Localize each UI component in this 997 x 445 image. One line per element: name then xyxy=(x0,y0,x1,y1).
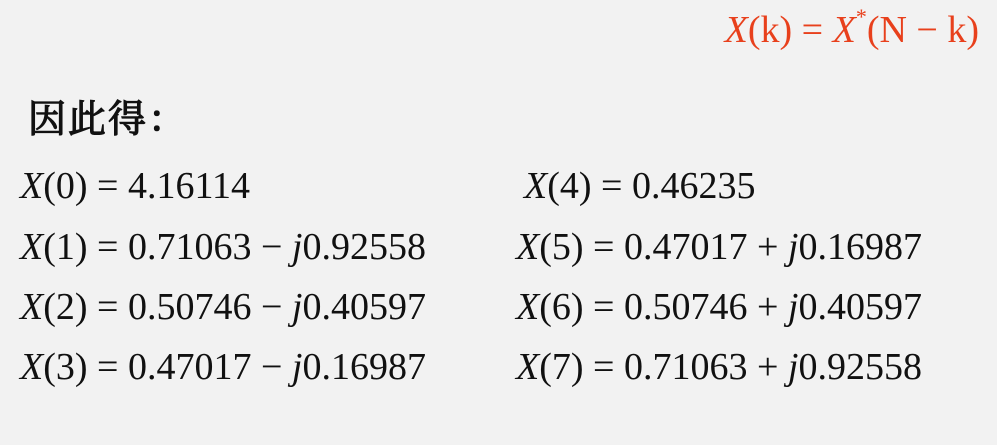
eq-index: (4) xyxy=(547,165,592,207)
eq-equals: = xyxy=(87,165,128,207)
equation-x0 xyxy=(20,164,250,208)
eq-imag-unit: j xyxy=(787,346,799,388)
eq-real-part: 0.50746 xyxy=(127,286,252,328)
eq-imag-unit: j xyxy=(787,286,799,328)
equation-x2 xyxy=(20,285,426,329)
eq-sign: − xyxy=(251,346,292,388)
eq-index: (6) xyxy=(539,286,584,328)
eq-real-part: 0.50746 xyxy=(623,286,748,328)
eq-equals: = xyxy=(583,226,624,268)
eq-imag-part: 0.92558 xyxy=(798,346,922,388)
eq-sign: − xyxy=(251,286,292,328)
equation-x6 xyxy=(516,285,922,329)
eq-imag-unit: j xyxy=(787,226,799,268)
eq-imag-unit: j xyxy=(291,286,303,328)
formula-conjugate-star: * xyxy=(855,4,867,29)
eq-index: (1) xyxy=(43,226,88,268)
eq-index: (5) xyxy=(539,226,584,268)
eq-imag-unit: j xyxy=(291,346,303,388)
heading-therefore: 因此得： xyxy=(28,97,189,141)
eq-equals: = xyxy=(583,346,624,388)
eq-label: X xyxy=(20,165,44,207)
eq-equals: = xyxy=(87,346,128,388)
eq-index: (7) xyxy=(539,346,584,388)
eq-imag-part: 0.40597 xyxy=(302,286,426,328)
equation-x4 xyxy=(524,164,755,208)
equation-x3 xyxy=(20,345,426,389)
eq-sign: + xyxy=(747,226,788,268)
eq-sign: + xyxy=(747,346,788,388)
eq-equals: = xyxy=(583,286,624,328)
eq-index: (0) xyxy=(43,165,88,207)
eq-real-part: 0.71063 xyxy=(623,346,748,388)
eq-label: X xyxy=(20,346,44,388)
eq-label: X xyxy=(20,286,44,328)
eq-equals: = xyxy=(591,165,632,207)
eq-index: (2) xyxy=(43,286,88,328)
eq-imag-part: 0.40597 xyxy=(798,286,922,328)
eq-sign: + xyxy=(747,286,788,328)
equation-x1 xyxy=(20,225,426,269)
eq-real-part: 0.47017 xyxy=(623,226,748,268)
eq-real-part: 0.47017 xyxy=(127,346,252,388)
symmetry-formula xyxy=(724,4,979,52)
eq-label: X xyxy=(516,286,540,328)
eq-real-part: 0.71063 xyxy=(127,226,252,268)
eq-imag-part: 0.16987 xyxy=(302,346,426,388)
eq-imag-unit: j xyxy=(291,226,303,268)
eq-real-part: 4.16114 xyxy=(127,165,251,207)
eq-label: X xyxy=(524,165,548,207)
eq-equals: = xyxy=(87,286,128,328)
formula-lhs-symbol: X xyxy=(724,9,748,51)
eq-sign: − xyxy=(251,226,292,268)
equation-x7 xyxy=(516,345,922,389)
formula-rhs-symbol: X xyxy=(832,9,856,51)
equation-x5 xyxy=(516,225,922,269)
eq-imag-part: 0.16987 xyxy=(798,226,922,268)
eq-imag-part: 0.92558 xyxy=(302,226,426,268)
formula-lhs-arg: (k) xyxy=(747,9,793,51)
formula-rhs-arg: (N − k) xyxy=(866,9,979,51)
eq-label: X xyxy=(516,346,540,388)
eq-index: (3) xyxy=(43,346,88,388)
formula-equals: = xyxy=(792,9,833,51)
eq-label: X xyxy=(20,226,44,268)
eq-equals: = xyxy=(87,226,128,268)
eq-real-part: 0.46235 xyxy=(631,165,756,207)
eq-label: X xyxy=(516,226,540,268)
